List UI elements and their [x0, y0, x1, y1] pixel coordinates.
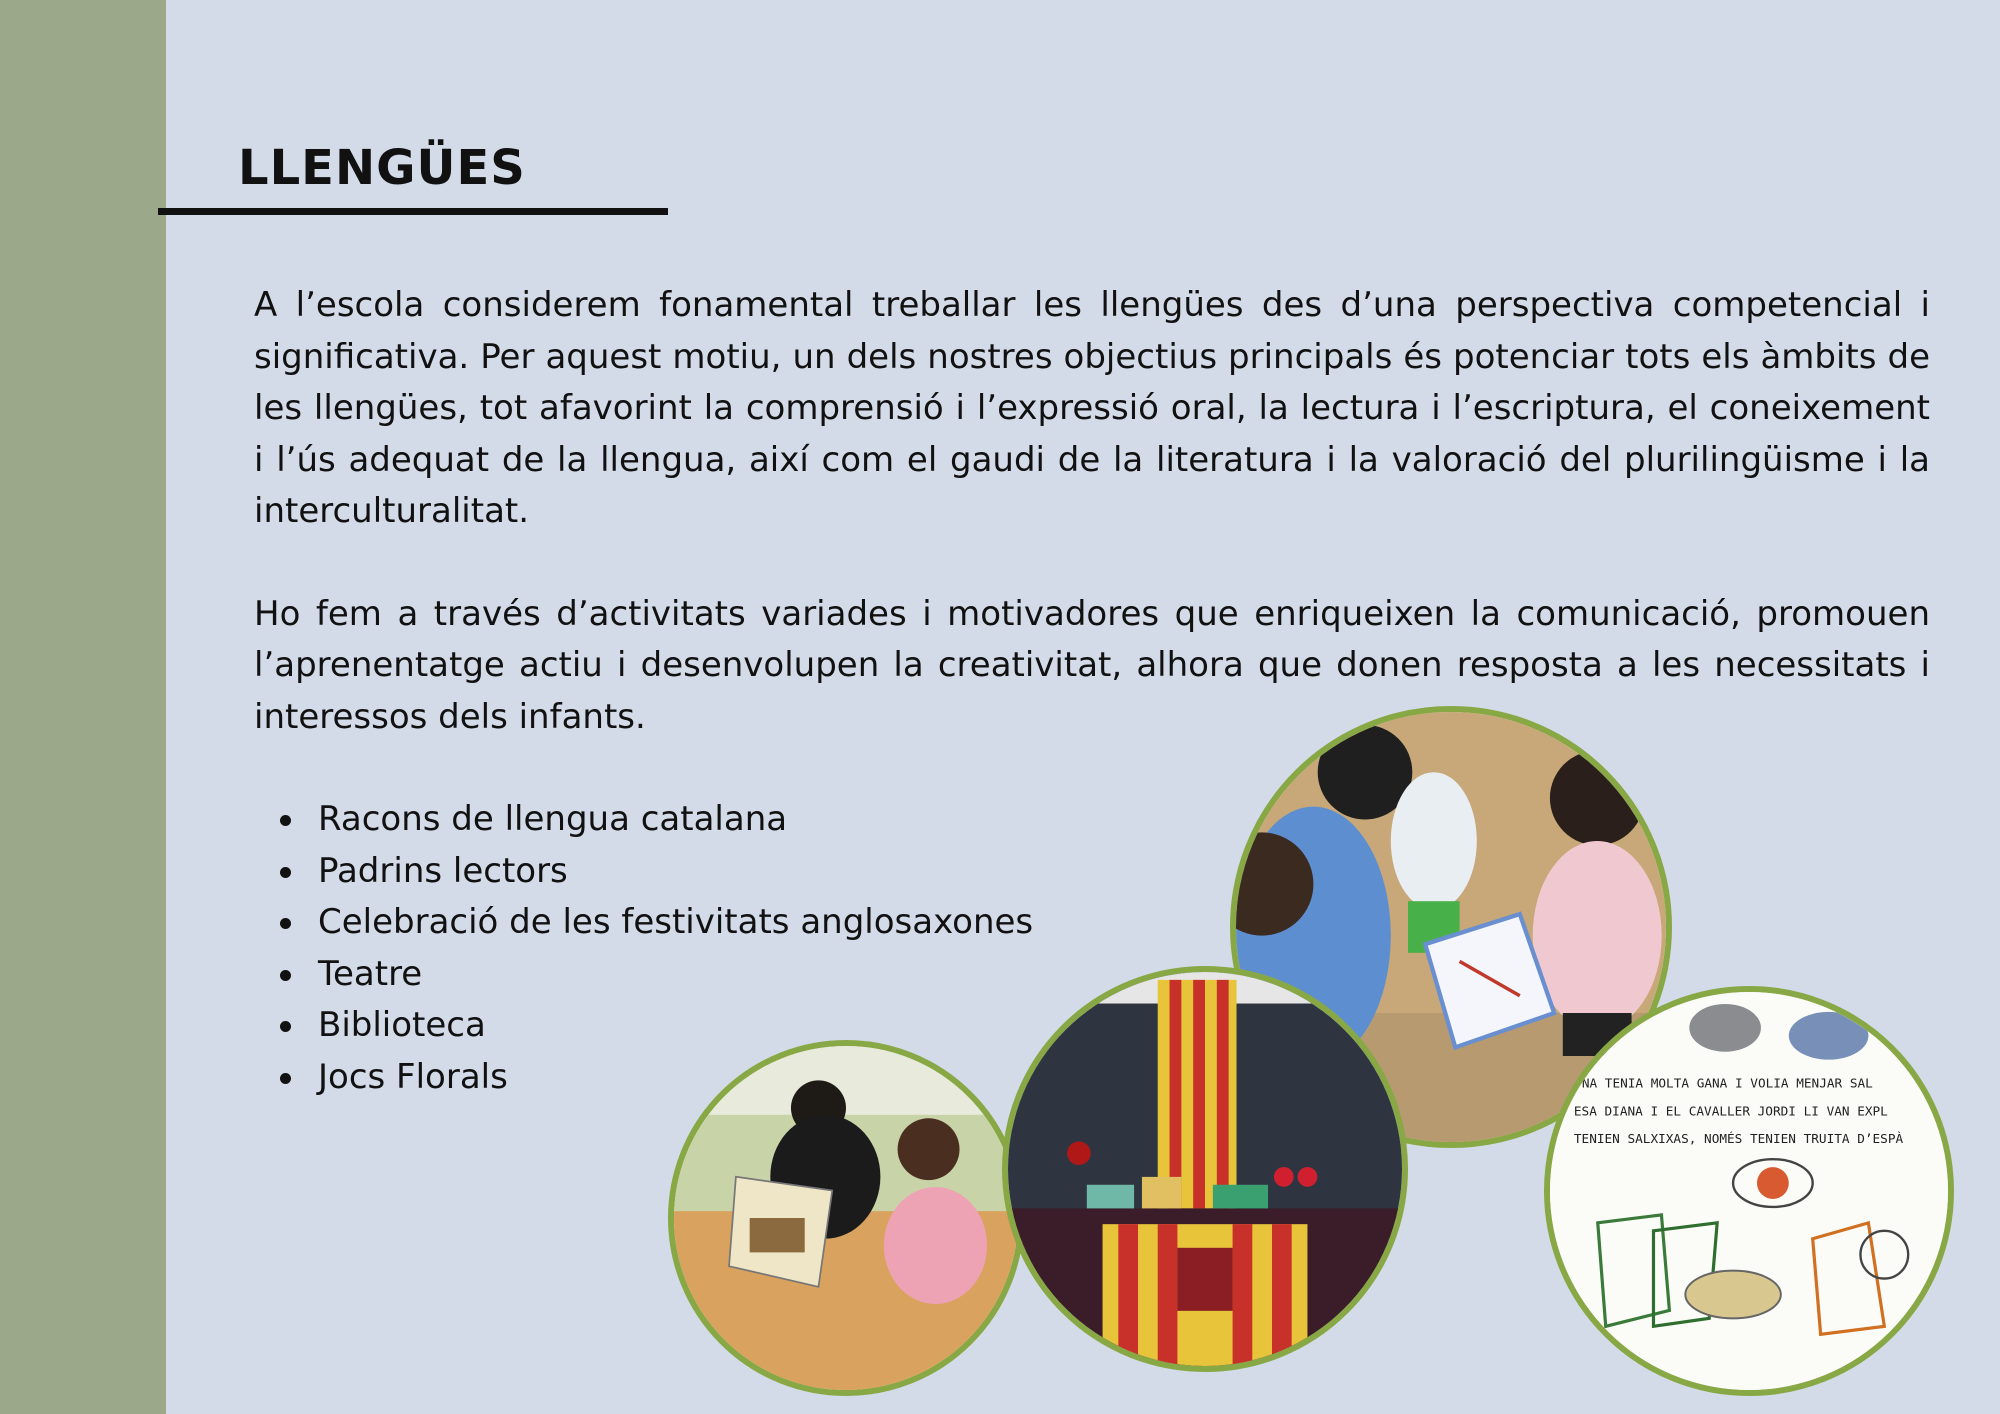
list-item: Racons de llengua catalana	[254, 794, 1930, 846]
drawing-line: ESA DIANA I EL CAVALLER JORDI LI VAN EXPL	[1573, 1104, 1888, 1120]
drawing-line: TENIEN SALXIXAS, NOMÉS TENIEN TRUITA D’ESPÀ	[1573, 1132, 1904, 1148]
photo-child-drawing	[1544, 986, 1954, 1396]
photo-child-drawing-image	[1550, 992, 1948, 1390]
photo-sant-jordi-display	[1002, 966, 1408, 1372]
list-item: Celebració de les festivitats anglosaxones	[254, 897, 1930, 949]
intro-paragraph: A l’escola considerem fonamental treballar les llengües des d’una perspectiva competencial i significativa. Per aquest motiu, un dels nostres objectius principals és potenciar tots els àmbits de les llengües, tot afavorint la comprensió i l’expressió oral, la lectura i l’escriptura, el coneixement i l’ús adequat de la llengua, així com el gaudi de la literatura i la valoració del plurilingüisme i la interculturalitat.	[254, 285, 1930, 531]
main-content	[254, 280, 1930, 1103]
title-underline	[158, 208, 668, 215]
photo-sant-jordi-display-image	[1008, 972, 1402, 1366]
photo-children-reading-image	[674, 1046, 1018, 1390]
list-item: Biblioteca	[254, 1000, 1930, 1052]
list-item: Teatre	[254, 949, 1930, 1001]
photo-children-reading	[668, 1040, 1024, 1396]
list-item: Padrins lectors	[254, 846, 1930, 898]
sidebar-band	[0, 0, 166, 1414]
page-title: LLENGÜES	[238, 140, 526, 196]
activities-paragraph: Ho fem a través d’activitats variades i motivadores que enriqueixen la comunicació, promouen l’aprenentatge actiu i desenvolupen la creativitat, alhora que donen resposta a les necessitats i interessos dels infants.	[254, 593, 1930, 737]
list-item: Jocs Florals	[254, 1052, 1930, 1104]
drawing-line: NA TENIA MOLTA GANA I VOLIA MENJAR SAL	[1581, 1076, 1873, 1092]
